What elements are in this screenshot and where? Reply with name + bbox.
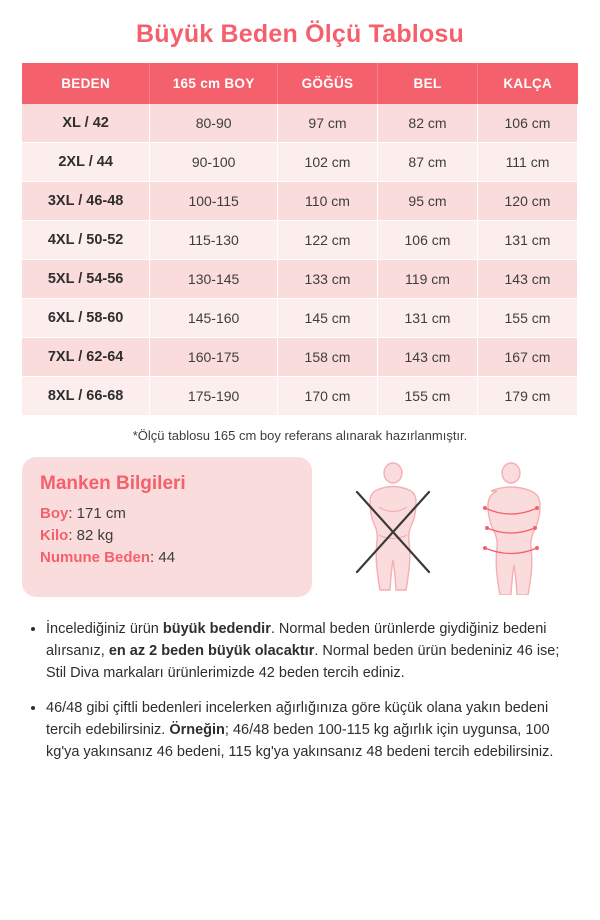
model-info-label: Kilo	[40, 527, 69, 544]
table-row	[22, 182, 578, 221]
table-cell: 111 cm	[477, 143, 577, 182]
note-text-part: . Normal beden ürün bedeniniz 46 ise; Stil Diva markaları ürünlerimizde 42 beden tercih ediniz.	[46, 642, 560, 681]
table-row	[22, 260, 578, 299]
note-text-strong: en az 2 beden büyük olacaktır	[108, 642, 315, 659]
table-cell: 122 cm	[278, 221, 378, 260]
note-text-part: 46/48 gibi çiftli bedenleri incelerken ağırlığınıza göre küçük olana yakın bedeni tercih edebilirsiniz.	[46, 700, 549, 738]
model-info-heading: Manken Bilgileri	[40, 473, 186, 494]
table-cell: 80-90	[150, 104, 278, 143]
table-cell: 4XL / 50-52	[22, 221, 150, 260]
table-footnote: *Ölçü tablosu 165 cm boy referans alınarak hazırlanmıştır.	[132, 428, 468, 443]
table-header-cell: BEL	[377, 63, 477, 104]
table-cell: 100-115	[150, 182, 278, 221]
table-cell: 102 cm	[278, 143, 378, 182]
table-cell: 143 cm	[377, 338, 477, 377]
table-cell: 97 cm	[278, 104, 378, 143]
table-cell: 87 cm	[377, 143, 477, 182]
table-cell: 119 cm	[377, 260, 477, 299]
table-cell: 155 cm	[377, 377, 477, 416]
table-cell: 7XL / 62-64	[22, 338, 150, 377]
table-cell: 170 cm	[278, 377, 378, 416]
table-cell: 106 cm	[477, 104, 577, 143]
table-cell: 106 cm	[377, 221, 477, 260]
table-cell: 131 cm	[477, 221, 577, 260]
incorrect-body-figure-icon	[343, 460, 443, 595]
table-cell: 175-190	[150, 377, 278, 416]
note-text-strong: büyük bedendir	[162, 621, 271, 637]
table-cell: 158 cm	[278, 338, 378, 377]
list-item	[46, 698, 578, 763]
table-header-cell: BEDEN	[22, 63, 150, 104]
table-cell: 2XL / 44	[22, 143, 150, 182]
table-cell: 167 cm	[477, 338, 577, 377]
table-cell: 115-130	[150, 221, 278, 260]
note-text-part: İncelediğiniz ürün	[46, 621, 163, 637]
model-info-value: : 82 kg	[68, 527, 114, 544]
model-info-line	[40, 527, 294, 544]
table-row	[22, 299, 578, 338]
table-row	[22, 104, 578, 143]
table-cell: XL / 42	[22, 104, 150, 143]
table-header-row	[22, 63, 578, 104]
model-info-label: Numune Beden	[40, 549, 151, 566]
table-cell: 82 cm	[377, 104, 477, 143]
model-info-line	[40, 549, 294, 566]
model-info-label: Boy	[40, 505, 69, 522]
model-info-value: : 44	[150, 549, 176, 566]
size-guide-page	[0, 20, 600, 920]
note-text-part: ; 46/48 beden 100-115 kg ağırlık için uygunsa, 100 kg'ya yakınsanız 46 bedeni, 115 kg'ya yakınsanız 48 bedeni tercih edebilirsiniz.	[46, 722, 554, 760]
page-title: Büyük Beden Ölçü Tablosu	[136, 20, 464, 48]
table-cell: 145-160	[150, 299, 278, 338]
table-cell: 143 cm	[477, 260, 577, 299]
table-cell: 110 cm	[278, 182, 378, 221]
table-cell: 131 cm	[377, 299, 477, 338]
table-cell: 5XL / 54-56	[22, 260, 150, 299]
table-header-cell: GÖĞÜS	[278, 63, 378, 104]
table-cell: 145 cm	[278, 299, 378, 338]
notes-list	[22, 619, 578, 764]
table-row	[22, 143, 578, 182]
model-info-value: : 171 cm	[68, 505, 126, 522]
table-cell: 133 cm	[278, 260, 378, 299]
table-cell: 179 cm	[477, 377, 577, 416]
model-info-line	[40, 505, 294, 522]
body-figures	[312, 457, 578, 597]
table-cell: 3XL / 46-48	[22, 182, 150, 221]
table-cell: 160-175	[150, 338, 278, 377]
table-cell: 130-145	[150, 260, 278, 299]
note-text-part: . Normal beden ürünlerde giydiğiniz bedeni alırsanız,	[46, 621, 547, 659]
table-cell: 155 cm	[477, 299, 577, 338]
table-row	[22, 338, 578, 377]
table-cell: 6XL / 58-60	[22, 299, 150, 338]
table-row	[22, 377, 578, 416]
table-row	[22, 221, 578, 260]
model-info-card	[22, 457, 312, 597]
note-text-strong: Örneğin	[169, 722, 225, 738]
size-table	[22, 63, 578, 416]
table-cell: 8XL / 66-68	[22, 377, 150, 416]
table-header-cell: 165 cm BOY	[150, 63, 278, 104]
table-body	[22, 104, 578, 416]
correct-body-figure-icon	[461, 460, 561, 595]
table-cell: 95 cm	[377, 182, 477, 221]
table-header-cell: KALÇA	[477, 63, 577, 104]
table-cell: 120 cm	[477, 182, 577, 221]
model-info-section	[22, 457, 578, 597]
list-item	[46, 619, 578, 684]
table-cell: 90-100	[150, 143, 278, 182]
